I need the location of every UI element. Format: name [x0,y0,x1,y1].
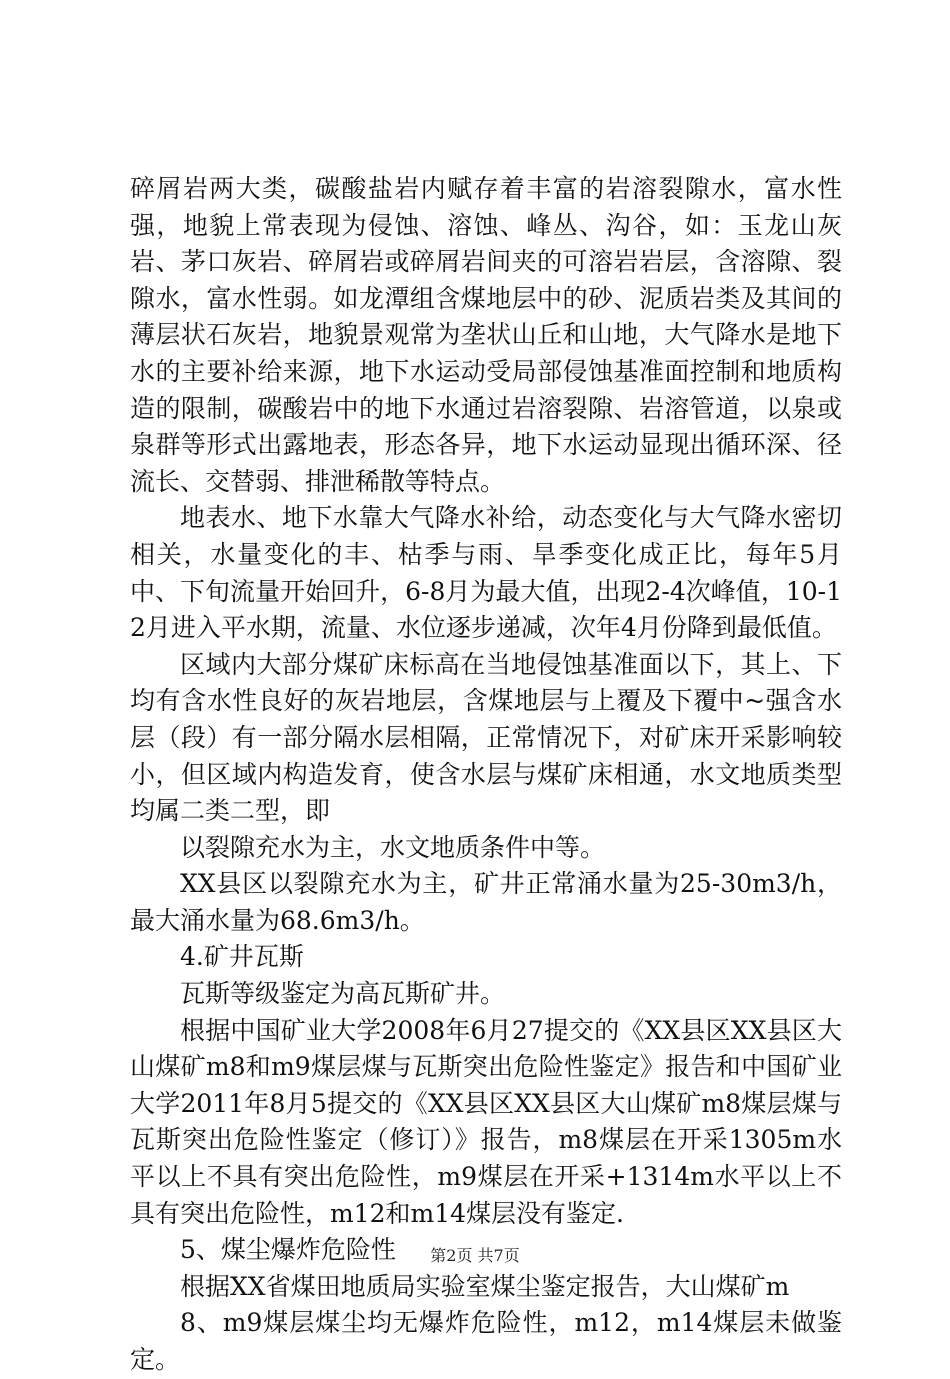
page-number-footer: 第2页 共7页 [430,1246,520,1265]
paragraph-outburst: 根据中国矿业大学2008年6月27提交的《XX县区XX县区大山煤矿m8和m9煤层煤与瓦斯突出危险性鉴定》报告和中国矿业大学2011年8月5提交的《XX县区XX县区大山煤矿m8煤层煤与瓦斯突出危险性鉴定（修订）》报告，m8煤层在开采1305m水平以上不具有突出危险性，m9煤层在开采+1314m水平以上不具有突出危险性，m12和m14煤层没有鉴定. [130,1015,842,1228]
paragraph-ore-bed: 区域内大部分煤矿床标高在当地侵蚀基准面以下，其上、下均有含水性良好的灰岩地层，含煤地层与上覆及下覆中~强含水层（段）有一部分隔水层相隔，正常情况下，对矿床开采影响较小，但区域内构造发育，使含水层与煤矿床相通，水文地质类型均属二类二型，即 [130,649,842,826]
document-body [130,171,842,1379]
paragraph-recharge: 地表水、地下水靠大气降水补给，动态变化与大气降水密切相关，水量变化的丰、枯季与雨、旱季变化成正比，每年5月中、下旬流量开始回升，6-8月为最大值，出现2-4次峰值，10-12月进入平水期，流量、水位逐步递减，次年4月份降到最低值。 [130,503,842,643]
heading-gas: 4.矿井瓦斯 [180,942,304,972]
paragraph-dust-report: 根据XX省煤田地质局实验室煤尘鉴定报告，大山煤矿m [180,1271,790,1301]
paragraph-dust-result: 8、m9煤层煤尘均无爆炸危险性，m12，m14煤层未做鉴定。 [130,1308,842,1374]
heading-dust: 5、煤尘爆炸危险性 [180,1235,396,1265]
paragraph-gas-level: 瓦斯等级鉴定为高瓦斯矿井。 [180,979,506,1009]
paragraph-karst-water: 碎屑岩两大类，碳酸盐岩内赋存着丰富的岩溶裂隙水，富水性强，地貌上常表现为侵蚀、溶蚀、峰丛、沟谷，如：玉龙山灰岩、茅口灰岩、碎屑岩或碎屑岩间夹的可溶岩岩层，含溶隙、裂隙水，富水性弱。如龙潭组含煤地层中的砂、泥质岩类及其间的薄层状石灰岩，地貌景观常为垄状山丘和山地，大气降水是地下水的主要补给来源，地下水运动受局部侵蚀基准面控制和地质构造的限制，碳酸岩中的地下水通过岩溶裂隙、岩溶管道，以泉或泉群等形式出露地表，形态各异，地下水运动显现出循环深、径流长、交替弱、排泄稀散等特点。 [130,174,842,496]
paragraph-fissure: 以裂隙充水为主，水文地质条件中等。 [180,832,606,862]
paragraph-inflow: XX县区以裂隙充水为主，矿井正常涌水量为25-30m3/h，最大涌水量为68.6m3/h。 [130,869,842,935]
